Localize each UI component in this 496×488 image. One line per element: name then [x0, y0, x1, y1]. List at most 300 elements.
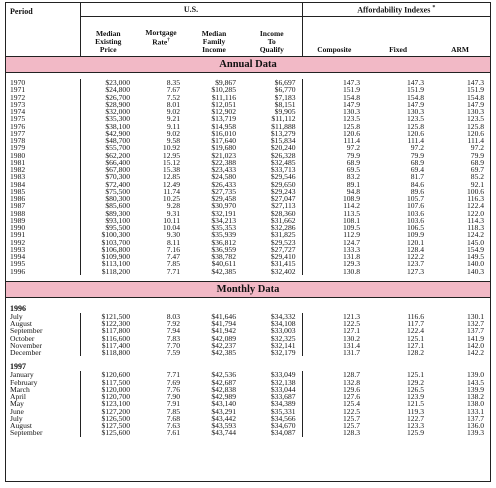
monthly-rows	[6, 297, 490, 436]
income-to-qualify-cell: $34,108	[270, 319, 296, 328]
arm-cell: 79.9	[470, 150, 485, 160]
arm-cell: 85.2	[470, 172, 485, 182]
income-to-qualify-cell: $29,243	[270, 186, 296, 196]
median-price-cell: $125,600	[80, 429, 136, 436]
annual-rows	[6, 79, 490, 275]
median-price-cell: $48,700	[80, 137, 136, 144]
family-income-cell: $43,140	[211, 399, 236, 409]
fixed-cell: 107.6	[406, 201, 425, 211]
mortgage-rate-cell: 7.70	[166, 340, 180, 350]
composite-cell: 130.3	[302, 108, 366, 115]
composite-cell: 127.1	[302, 327, 366, 334]
fixed-cell: 154.8	[406, 92, 425, 102]
family-income-cell: $42,536	[211, 370, 236, 380]
composite-cell: 122.5	[302, 408, 366, 415]
col-fixed: Fixed	[366, 17, 430, 57]
median-price-cell: $100,300	[80, 231, 136, 238]
arm-cell: 136.0	[466, 421, 485, 430]
composite-cell: 111.4	[302, 137, 366, 144]
family-income-cell: $19,680	[211, 143, 236, 153]
period-cell: December	[10, 348, 42, 357]
fixed-cell: 147.9	[406, 99, 425, 109]
fixed-cell: 122.7	[406, 413, 425, 423]
income-to-qualify-cell: $33,687	[270, 392, 296, 401]
mortgage-rate-cell: 7.76	[166, 384, 180, 394]
arm-cell: 120.6	[466, 128, 485, 138]
fixed-cell: 128.4	[406, 244, 425, 254]
income-to-qualify-cell: $28,360	[270, 208, 296, 218]
family-income-cell: $42,385	[211, 348, 236, 357]
arm-cell: 130.1	[466, 311, 485, 321]
arm-cell: 132.7	[466, 319, 485, 328]
mortgage-rate-cell: 9.21	[166, 114, 180, 124]
arm-cell: 147.3	[466, 78, 485, 87]
period-cell: 1973	[10, 99, 26, 109]
median-price-cell: $117,400	[80, 342, 136, 349]
mortgage-rate-cell: 7.47	[166, 252, 180, 261]
arm-cell: 139.3	[466, 428, 485, 438]
family-income-cell: $16,010	[211, 128, 236, 138]
fixed-cell: 126.5	[406, 384, 425, 394]
mortgage-rate-cell: 7.16	[166, 244, 180, 254]
mortgage-rate-cell: 7.94	[166, 326, 180, 336]
composite-cell: 83.2	[302, 173, 366, 180]
period-cell: 1991	[10, 230, 26, 240]
table-row	[6, 429, 490, 436]
composite-cell: 147.9	[302, 101, 366, 108]
median-price-cell: $126,500	[80, 415, 136, 422]
composite-cell: 94.8	[302, 188, 366, 195]
arm-cell: 140.3	[466, 266, 485, 276]
period-cell: 1974	[10, 107, 26, 116]
mortgage-rate-cell: 7.85	[166, 259, 180, 269]
family-income-cell: $41,646	[211, 311, 236, 321]
mortgage-rate-cell: 7.90	[166, 392, 180, 401]
family-income-cell: $41,794	[211, 319, 236, 328]
fixed-cell: 125.1	[406, 333, 425, 343]
period-cell: 1979	[10, 143, 26, 153]
income-to-qualify-cell: $15,834	[270, 136, 296, 145]
mortgage-rate-cell: 10.11	[163, 215, 180, 225]
arm-cell: 142.2	[466, 348, 485, 357]
family-income-cell: $42,385	[211, 266, 236, 276]
median-price-cell: $24,800	[80, 86, 136, 93]
mortgage-rate-cell: 9.30	[166, 230, 180, 240]
annual-data-heading: Annual Data	[6, 57, 490, 73]
median-price-cell: $26,700	[80, 94, 136, 101]
mortgage-rate-cell: 7.71	[166, 266, 180, 276]
fixed-cell: 109.9	[406, 230, 425, 240]
mortgage-rate-cell: 7.59	[166, 348, 180, 357]
composite-cell: 120.6	[302, 130, 366, 137]
period-cell: 1989	[10, 215, 26, 225]
composite-cell: 129.6	[302, 386, 366, 393]
family-income-cell: $21,023	[211, 150, 236, 160]
median-price-cell: $23,000	[80, 79, 136, 86]
period-cell: 1981	[10, 157, 26, 167]
arm-cell: 145.0	[466, 237, 485, 247]
period-cell: September	[10, 428, 43, 438]
composite-cell: 123.5	[302, 115, 366, 122]
income-to-qualify-cell: $35,331	[270, 406, 296, 416]
median-price-cell: $32,000	[80, 108, 136, 115]
median-price-cell: $85,600	[80, 202, 136, 209]
income-to-qualify-cell: $31,415	[270, 259, 296, 269]
income-to-qualify-cell: $13,279	[270, 128, 296, 138]
affordability-table	[6, 3, 490, 437]
fixed-cell: 120.1	[406, 237, 425, 247]
median-price-cell: $121,500	[80, 313, 136, 320]
fixed-cell: 123.7	[406, 259, 425, 269]
composite-cell: 130.2	[302, 335, 366, 342]
period-header: Period	[10, 7, 33, 16]
median-price-cell: $66,400	[80, 159, 136, 166]
income-to-qualify-cell: $32,141	[270, 340, 296, 350]
period-cell: March	[10, 384, 30, 394]
period-cell: 1980	[10, 150, 26, 160]
fixed-cell: 127.3	[406, 266, 425, 276]
fixed-cell: 129.2	[406, 377, 425, 387]
income-to-qualify-cell: $34,566	[270, 413, 296, 423]
composite-cell: 127.6	[302, 393, 366, 400]
family-income-cell: $26,433	[211, 179, 236, 189]
family-income-cell: $43,442	[211, 413, 236, 423]
income-to-qualify-cell: $27,727	[270, 244, 296, 254]
mortgage-rate-cell: 7.52	[166, 92, 180, 102]
mortgage-rate-cell: 8.11	[166, 237, 180, 247]
arm-cell: 69.7	[470, 165, 485, 174]
fixed-cell: 81.7	[410, 172, 425, 182]
mortgage-rate-cell: 9.11	[166, 121, 180, 131]
period-cell: May	[10, 399, 24, 409]
fixed-cell: 122.4	[406, 326, 425, 336]
composite-cell: 125.7	[302, 422, 366, 429]
family-income-cell: $41,942	[211, 326, 236, 336]
col-arm: ARM	[430, 17, 490, 57]
family-income-cell: $35,939	[211, 230, 236, 240]
period-cell: July	[10, 311, 23, 321]
composite-cell: 132.8	[302, 379, 366, 386]
mortgage-rate-cell: 11.74	[163, 186, 180, 196]
family-income-cell: $24,580	[211, 172, 236, 182]
arm-cell: 154.9	[466, 244, 485, 254]
composite-cell: 128.7	[302, 371, 366, 378]
mortgage-footnote-mark: †	[167, 37, 170, 43]
composite-cell: 128.3	[302, 429, 366, 436]
median-price-cell: $117,500	[80, 379, 136, 386]
income-to-qualify-cell: $8,151	[274, 99, 296, 109]
arm-cell: 149.5	[466, 252, 485, 261]
family-income-cell: $12,051	[211, 99, 236, 109]
mortgage-rate-cell: 9.58	[166, 136, 180, 145]
family-income-cell: $42,237	[211, 340, 236, 350]
table-row	[6, 349, 490, 356]
family-income-cell: $12,902	[211, 107, 236, 116]
median-price-cell: $75,500	[80, 188, 136, 195]
median-price-cell: $80,300	[80, 195, 136, 202]
arm-cell: 123.5	[466, 114, 485, 124]
family-income-cell: $43,291	[211, 406, 236, 416]
median-price-cell: $127,500	[80, 422, 136, 429]
median-price-cell: $67,800	[80, 166, 136, 173]
fixed-cell: 130.3	[406, 107, 425, 116]
fixed-cell: 128.2	[406, 348, 425, 357]
family-income-cell: $42,838	[211, 384, 236, 394]
arm-cell: 143.5	[466, 377, 485, 387]
fixed-cell: 120.6	[406, 128, 425, 138]
composite-cell: 108.1	[302, 217, 366, 224]
median-price-cell: $62,200	[80, 152, 136, 159]
family-income-cell: $43,593	[211, 421, 236, 430]
composite-cell: 121.3	[302, 313, 366, 320]
period-cell: 1972	[10, 92, 26, 102]
mortgage-rate-cell: 10.04	[162, 223, 180, 232]
family-income-cell: $17,640	[211, 136, 236, 145]
period-cell: June	[10, 406, 24, 416]
period-cell: 1982	[10, 165, 26, 174]
period-cell: 1975	[10, 114, 26, 124]
family-income-cell: $10,285	[211, 85, 236, 95]
annual-section	[6, 57, 490, 80]
monthly-data-heading: Monthly Data	[6, 281, 490, 297]
median-price-cell: $118,200	[80, 268, 136, 275]
family-income-cell: $40,611	[211, 259, 236, 269]
fixed-cell: 123.3	[406, 421, 425, 430]
income-to-qualify-cell: $11,888	[271, 121, 296, 131]
median-price-cell: $55,700	[80, 144, 136, 151]
income-to-qualify-cell: $34,670	[270, 421, 296, 430]
period-cell: 1992	[10, 237, 26, 247]
arm-cell: 133.1	[466, 406, 485, 416]
fixed-cell: 151.9	[406, 85, 425, 95]
median-price-cell: $95,500	[80, 224, 136, 231]
period-cell: 1987	[10, 201, 26, 211]
income-to-qualify-cell: $34,087	[270, 428, 296, 438]
median-price-cell: $70,300	[80, 173, 136, 180]
table-header	[6, 3, 490, 57]
fixed-cell: 117.7	[407, 319, 425, 328]
period-cell: October	[10, 333, 35, 343]
period-cell: 1996	[10, 266, 26, 276]
fixed-cell: 79.9	[410, 150, 425, 160]
period-cell: 1978	[10, 136, 26, 145]
mortgage-rate-cell: 7.91	[166, 399, 180, 409]
family-income-cell: $36,959	[211, 244, 236, 254]
median-price-cell: $72,400	[80, 181, 136, 188]
fixed-cell: 122.2	[406, 252, 425, 261]
mortgage-rate-cell: 10.92	[162, 143, 180, 153]
year-label: 1997	[10, 362, 26, 372]
arm-cell: 118.3	[467, 223, 485, 232]
composite-cell: 68.9	[302, 159, 366, 166]
arm-cell: 151.9	[466, 85, 485, 95]
median-price-cell: $103,700	[80, 239, 136, 246]
mortgage-rate-cell: 7.67	[166, 85, 180, 95]
income-to-qualify-cell: $33,044	[270, 384, 296, 394]
fixed-cell: 116.6	[407, 311, 425, 321]
median-price-cell: $109,900	[80, 253, 136, 260]
mortgage-rate-cell: 15.38	[162, 165, 180, 174]
family-income-cell: $38,782	[211, 252, 236, 261]
fixed-cell: 111.4	[407, 136, 425, 145]
composite-cell: 151.9	[302, 86, 366, 93]
median-price-cell: $116,600	[80, 335, 136, 342]
fixed-cell: 68.9	[410, 157, 425, 167]
fixed-cell: 147.3	[406, 78, 425, 87]
family-income-cell: $13,719	[211, 114, 236, 124]
composite-cell: 122.5	[302, 320, 366, 327]
median-price-cell: $113,100	[80, 260, 136, 267]
family-income-cell: $42,089	[211, 333, 236, 343]
period-cell: August	[10, 319, 32, 328]
median-price-cell: $28,900	[80, 101, 136, 108]
income-to-qualify-cell: $26,328	[270, 150, 296, 160]
mortgage-rate-cell: 8.35	[166, 78, 180, 87]
income-to-qualify-cell: $27,113	[271, 201, 296, 211]
composite-cell: 131.4	[302, 342, 366, 349]
fixed-cell: 97.2	[410, 143, 425, 153]
family-income-cell: $43,744	[211, 428, 236, 438]
year-label: 1996	[10, 303, 26, 313]
composite-cell: 133.3	[302, 246, 366, 253]
period-cell: 1985	[10, 186, 26, 196]
composite-cell: 131.8	[302, 253, 366, 260]
median-price-cell: $117,800	[80, 327, 136, 334]
mortgage-rate-cell: 7.92	[166, 319, 180, 328]
arm-cell: 130.3	[466, 107, 485, 116]
fixed-cell: 119.3	[407, 406, 425, 416]
income-to-qualify-cell: $32,402	[270, 266, 296, 276]
period-cell: 1988	[10, 208, 26, 218]
income-to-qualify-cell: $32,325	[270, 333, 296, 343]
fixed-cell: 84.6	[410, 179, 425, 189]
income-to-qualify-cell: $33,003	[270, 326, 296, 336]
income-to-qualify-cell: $29,650	[270, 179, 296, 189]
composite-cell: 129.3	[302, 260, 366, 267]
median-price-cell: $122,300	[80, 320, 136, 327]
income-to-qualify-cell: $9,905	[274, 107, 296, 116]
family-income-cell: $11,116	[211, 92, 236, 102]
median-price-cell: $120,700	[80, 393, 136, 400]
family-income-cell: $22,388	[211, 157, 236, 167]
arm-cell: 124.2	[466, 230, 485, 240]
fixed-cell: 69.4	[410, 165, 425, 174]
mortgage-rate-cell: 9.02	[166, 128, 180, 138]
period-cell: 1990	[10, 223, 26, 232]
arm-cell: 137.7	[466, 413, 485, 423]
fixed-cell: 125.1	[406, 370, 425, 380]
col-median-price: Median Existing Price	[80, 17, 136, 57]
composite-cell: 130.8	[302, 268, 366, 275]
composite-cell: 79.9	[302, 152, 366, 159]
mortgage-rate-cell: 7.83	[166, 333, 180, 343]
mortgage-rate-cell: 9.31	[166, 208, 180, 218]
median-price-cell: $106,800	[80, 246, 136, 253]
fixed-cell: 125.9	[406, 428, 425, 438]
family-income-cell: $14,958	[211, 121, 236, 131]
arm-cell: 142.0	[466, 340, 485, 350]
arm-cell: 154.8	[466, 92, 485, 102]
composite-cell: 69.5	[302, 166, 366, 173]
mortgage-rate-cell: 8.03	[166, 311, 180, 321]
median-price-cell: $35,300	[80, 115, 136, 122]
income-to-qualify-cell: $32,179	[270, 348, 296, 357]
family-income-cell: $30,970	[211, 201, 236, 211]
period-cell: 1977	[10, 128, 26, 138]
fixed-cell: 123.5	[406, 114, 425, 124]
family-income-cell: $42,687	[211, 377, 236, 387]
arm-cell: 92.1	[470, 179, 485, 189]
period-cell: 1970	[10, 78, 26, 87]
median-price-cell: $120,000	[80, 386, 136, 393]
mortgage-rate-cell: 8.01	[166, 99, 180, 109]
table-row	[6, 268, 490, 275]
fixed-cell: 105.7	[406, 194, 425, 203]
income-to-qualify-cell: $6,697	[274, 78, 296, 87]
mortgage-rate-cell: 7.63	[166, 421, 180, 430]
median-price-cell: $120,600	[80, 371, 136, 378]
col-composite: Composite	[302, 17, 366, 57]
composite-cell: 125.7	[302, 415, 366, 422]
income-to-qualify-cell: $29,523	[270, 237, 296, 247]
median-price-cell: $93,100	[80, 217, 136, 224]
fixed-cell: 103.6	[406, 215, 425, 225]
fixed-cell: 106.5	[406, 223, 425, 232]
affordability-table-page	[5, 2, 491, 482]
median-price-cell: $127,200	[80, 408, 136, 415]
period-cell: 1984	[10, 179, 26, 189]
family-income-cell: $32,191	[211, 208, 236, 218]
mortgage-rate-cell: 7.68	[166, 413, 180, 423]
arm-cell: 97.2	[470, 143, 485, 153]
mortgage-rate-cell: 12.49	[162, 179, 180, 189]
fixed-cell: 89.6	[410, 186, 425, 196]
mortgage-rate-cell: 7.61	[166, 428, 180, 438]
fixed-cell: 121.5	[406, 399, 425, 409]
arm-cell: 122.4	[466, 201, 485, 211]
composite-cell: 97.2	[302, 144, 366, 151]
mortgage-rate-cell: 9.02	[166, 107, 180, 116]
period-cell: September	[10, 326, 43, 336]
income-to-qualify-cell: $33,713	[270, 165, 296, 174]
income-to-qualify-cell: $29,410	[270, 252, 296, 261]
arm-cell: 138.2	[466, 392, 485, 401]
period-cell: 1995	[10, 259, 26, 269]
period-cell: January	[10, 370, 34, 380]
composite-cell: 124.7	[302, 239, 366, 246]
composite-cell: 114.2	[302, 202, 366, 209]
income-to-qualify-cell: $6,770	[274, 85, 296, 95]
period-cell: February	[10, 377, 38, 387]
median-price-cell: $38,100	[80, 123, 136, 130]
composite-cell: 108.9	[302, 195, 366, 202]
arm-cell: 125.8	[466, 121, 485, 131]
composite-cell: 154.8	[302, 94, 366, 101]
family-income-cell: $9,867	[215, 78, 236, 87]
fixed-cell: 127.1	[406, 340, 425, 350]
arm-cell: 114.3	[467, 215, 485, 225]
arm-cell: 68.9	[470, 157, 485, 167]
family-income-cell: $23,433	[211, 165, 236, 174]
income-to-qualify-cell: $34,389	[270, 399, 296, 409]
period-cell: 1993	[10, 244, 26, 254]
period-cell: 1986	[10, 194, 26, 203]
income-to-qualify-cell: $7,183	[274, 92, 296, 102]
mortgage-rate-cell: 7.85	[166, 406, 180, 416]
mortgage-rate-cell: 7.69	[166, 377, 180, 387]
median-price-cell: $89,300	[80, 210, 136, 217]
period-cell: November	[10, 340, 43, 350]
